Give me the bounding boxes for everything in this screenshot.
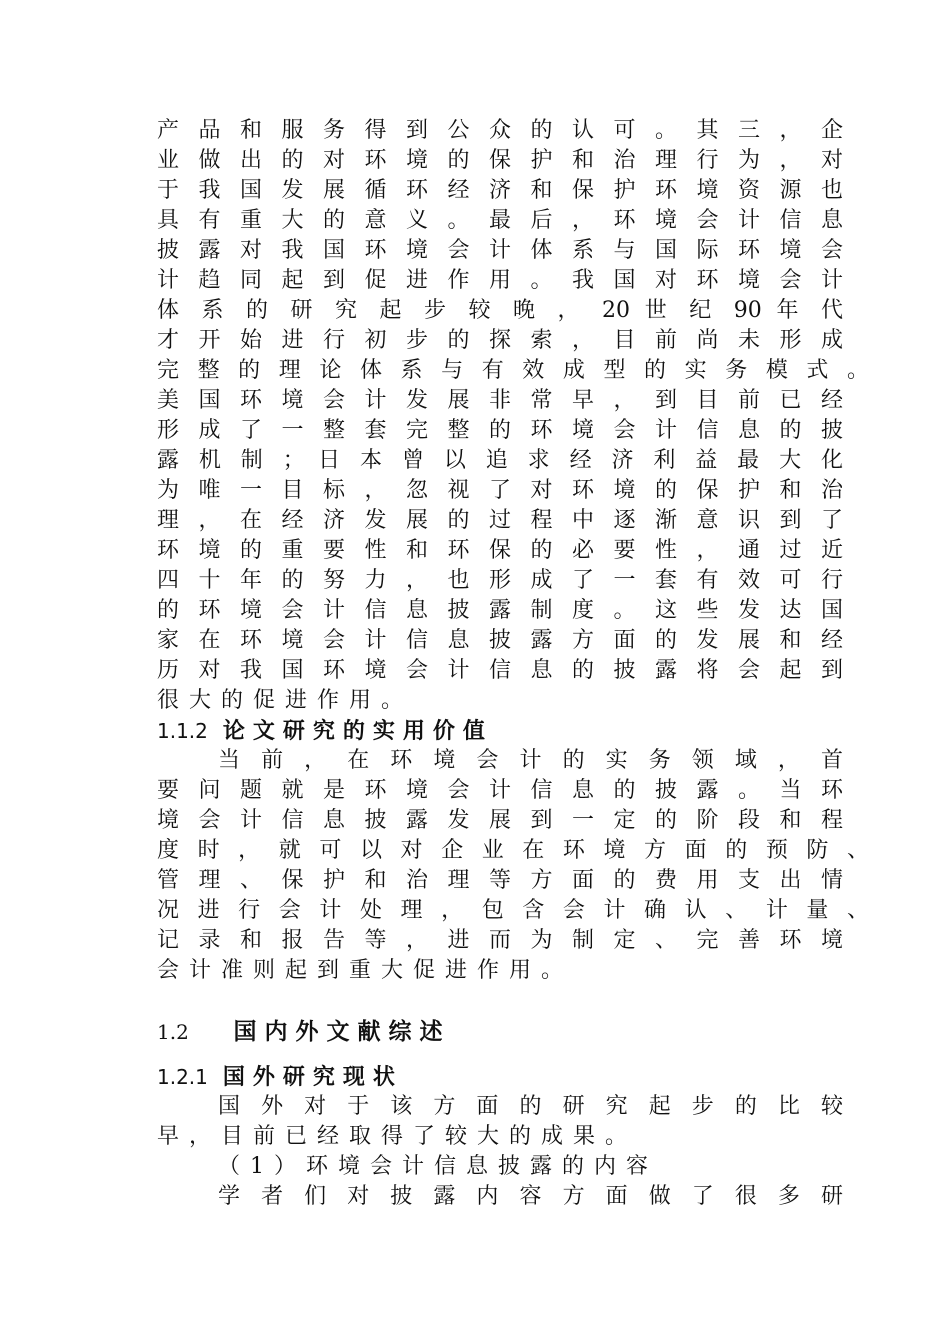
section-number: 1.1.2 <box>157 719 208 743</box>
text-line: 历 对 我 国 环 境 会 计 信 息 的 披 露 将 会 起 到 <box>157 658 843 683</box>
text-line: 很大的促进作用。 <box>157 688 414 713</box>
text-line: 环 境 的 重 要 性 和 环 保 的 必 要 性 ， 通 过 近 <box>157 538 843 563</box>
text-line: 境 会 计 信 息 披 露 发 展 到 一 定 的 阶 段 和 程 <box>157 808 843 833</box>
text-line: 美 国 环 境 会 计 发 展 非 常 早 ， 到 目 前 已 经 <box>157 388 843 413</box>
text-line: 记 录 和 报 告 等 ， 进 而 为 制 定 、 完 善 环 境 <box>157 928 843 953</box>
text-line: 计 趋 同 起 到 促 进 作 用 。 我 国 对 环 境 会 计 <box>157 268 843 293</box>
text-line: 况 进 行 会 计 处 理 ， 包 含 会 计 确 认 、 计 量 、 <box>157 898 869 923</box>
text-line: 形 成 了 一 整 套 完 整 的 环 境 会 计 信 息 的 披 <box>157 418 843 443</box>
text-line: 理 ， 在 经 济 发 展 的 过 程 中 逐 渐 意 识 到 了 <box>157 508 843 533</box>
section-heading-1-1-2 <box>157 716 493 746</box>
text-line: 四 十 年 的 努 力 ， 也 形 成 了 一 套 有 效 可 行 <box>157 568 843 593</box>
text-line: 会计准则起到重大促进作用。 <box>157 958 574 983</box>
text-line: 具 有 重 大 的 意 义 。 最 后 ， 环 境 会 计 信 息 <box>157 208 843 233</box>
section-title: 国外研究现状 <box>222 1064 403 1090</box>
text-line: 体 系 的 研 究 起 步 较 晚 ， 20 世 纪 90 年 代 <box>157 298 843 323</box>
section-title: 国内外文献综述 <box>233 1018 451 1045</box>
text-line: 才 开 始 进 行 初 步 的 探 索 ， 目 前 尚 未 形 成 <box>157 328 843 353</box>
text-line: 于 我 国 发 展 循 环 经 济 和 保 护 环 境 资 源 也 <box>157 178 843 203</box>
text-line: 产 品 和 服 务 得 到 公 众 的 认 可 。 其 三 ， 企 <box>157 118 843 143</box>
text-line: 披 露 对 我 国 环 境 会 计 体 系 与 国 际 环 境 会 <box>157 238 843 263</box>
text-line: 当 前 ， 在 环 境 会 计 的 实 务 领 域 ， 首 <box>218 748 843 773</box>
text-line: 露 机 制 ； 日 本 曾 以 追 求 经 济 利 益 最 大 化 <box>157 448 843 473</box>
text-line: 度 时 ， 就 可 以 对 企 业 在 环 境 方 面 的 预 防 、 <box>157 838 869 863</box>
text-line: 完 整 的 理 论 体 系 与 有 效 成 型 的 实 务 模 式 。 <box>157 358 869 383</box>
text-line: 国 外 对 于 该 方 面 的 研 究 起 步 的 比 较 <box>218 1094 843 1119</box>
list-item-heading: （1）环境会计信息披露的内容 <box>218 1154 658 1179</box>
section-heading-1-2 <box>157 1017 450 1047</box>
text-line: 业 做 出 的 对 环 境 的 保 护 和 治 理 行 为 ， 对 <box>157 148 843 173</box>
text-line: 家 在 环 境 会 计 信 息 披 露 方 面 的 发 展 和 经 <box>157 628 843 653</box>
text-line: 早，目前已经取得了较大的成果。 <box>157 1124 638 1149</box>
section-number: 1.2.1 <box>157 1065 208 1089</box>
text-line: 为 唯 一 目 标 ， 忽 视 了 对 环 境 的 保 护 和 治 <box>157 478 843 503</box>
text-line: 学 者 们 对 披 露 内 容 方 面 做 了 很 多 研 <box>218 1184 843 1209</box>
section-number: 1.2 <box>157 1020 189 1044</box>
text-line: 管 理 、 保 护 和 治 理 等 方 面 的 费 用 支 出 情 <box>157 868 843 893</box>
section-heading-1-2-1 <box>157 1062 403 1092</box>
text-line: 要 问 题 就 是 环 境 会 计 信 息 的 披 露 。 当 环 <box>157 778 843 803</box>
text-line: 的 环 境 会 计 信 息 披 露 制 度 。 这 些 发 达 国 <box>157 598 843 623</box>
section-title: 论文研究的实用价值 <box>222 718 493 744</box>
